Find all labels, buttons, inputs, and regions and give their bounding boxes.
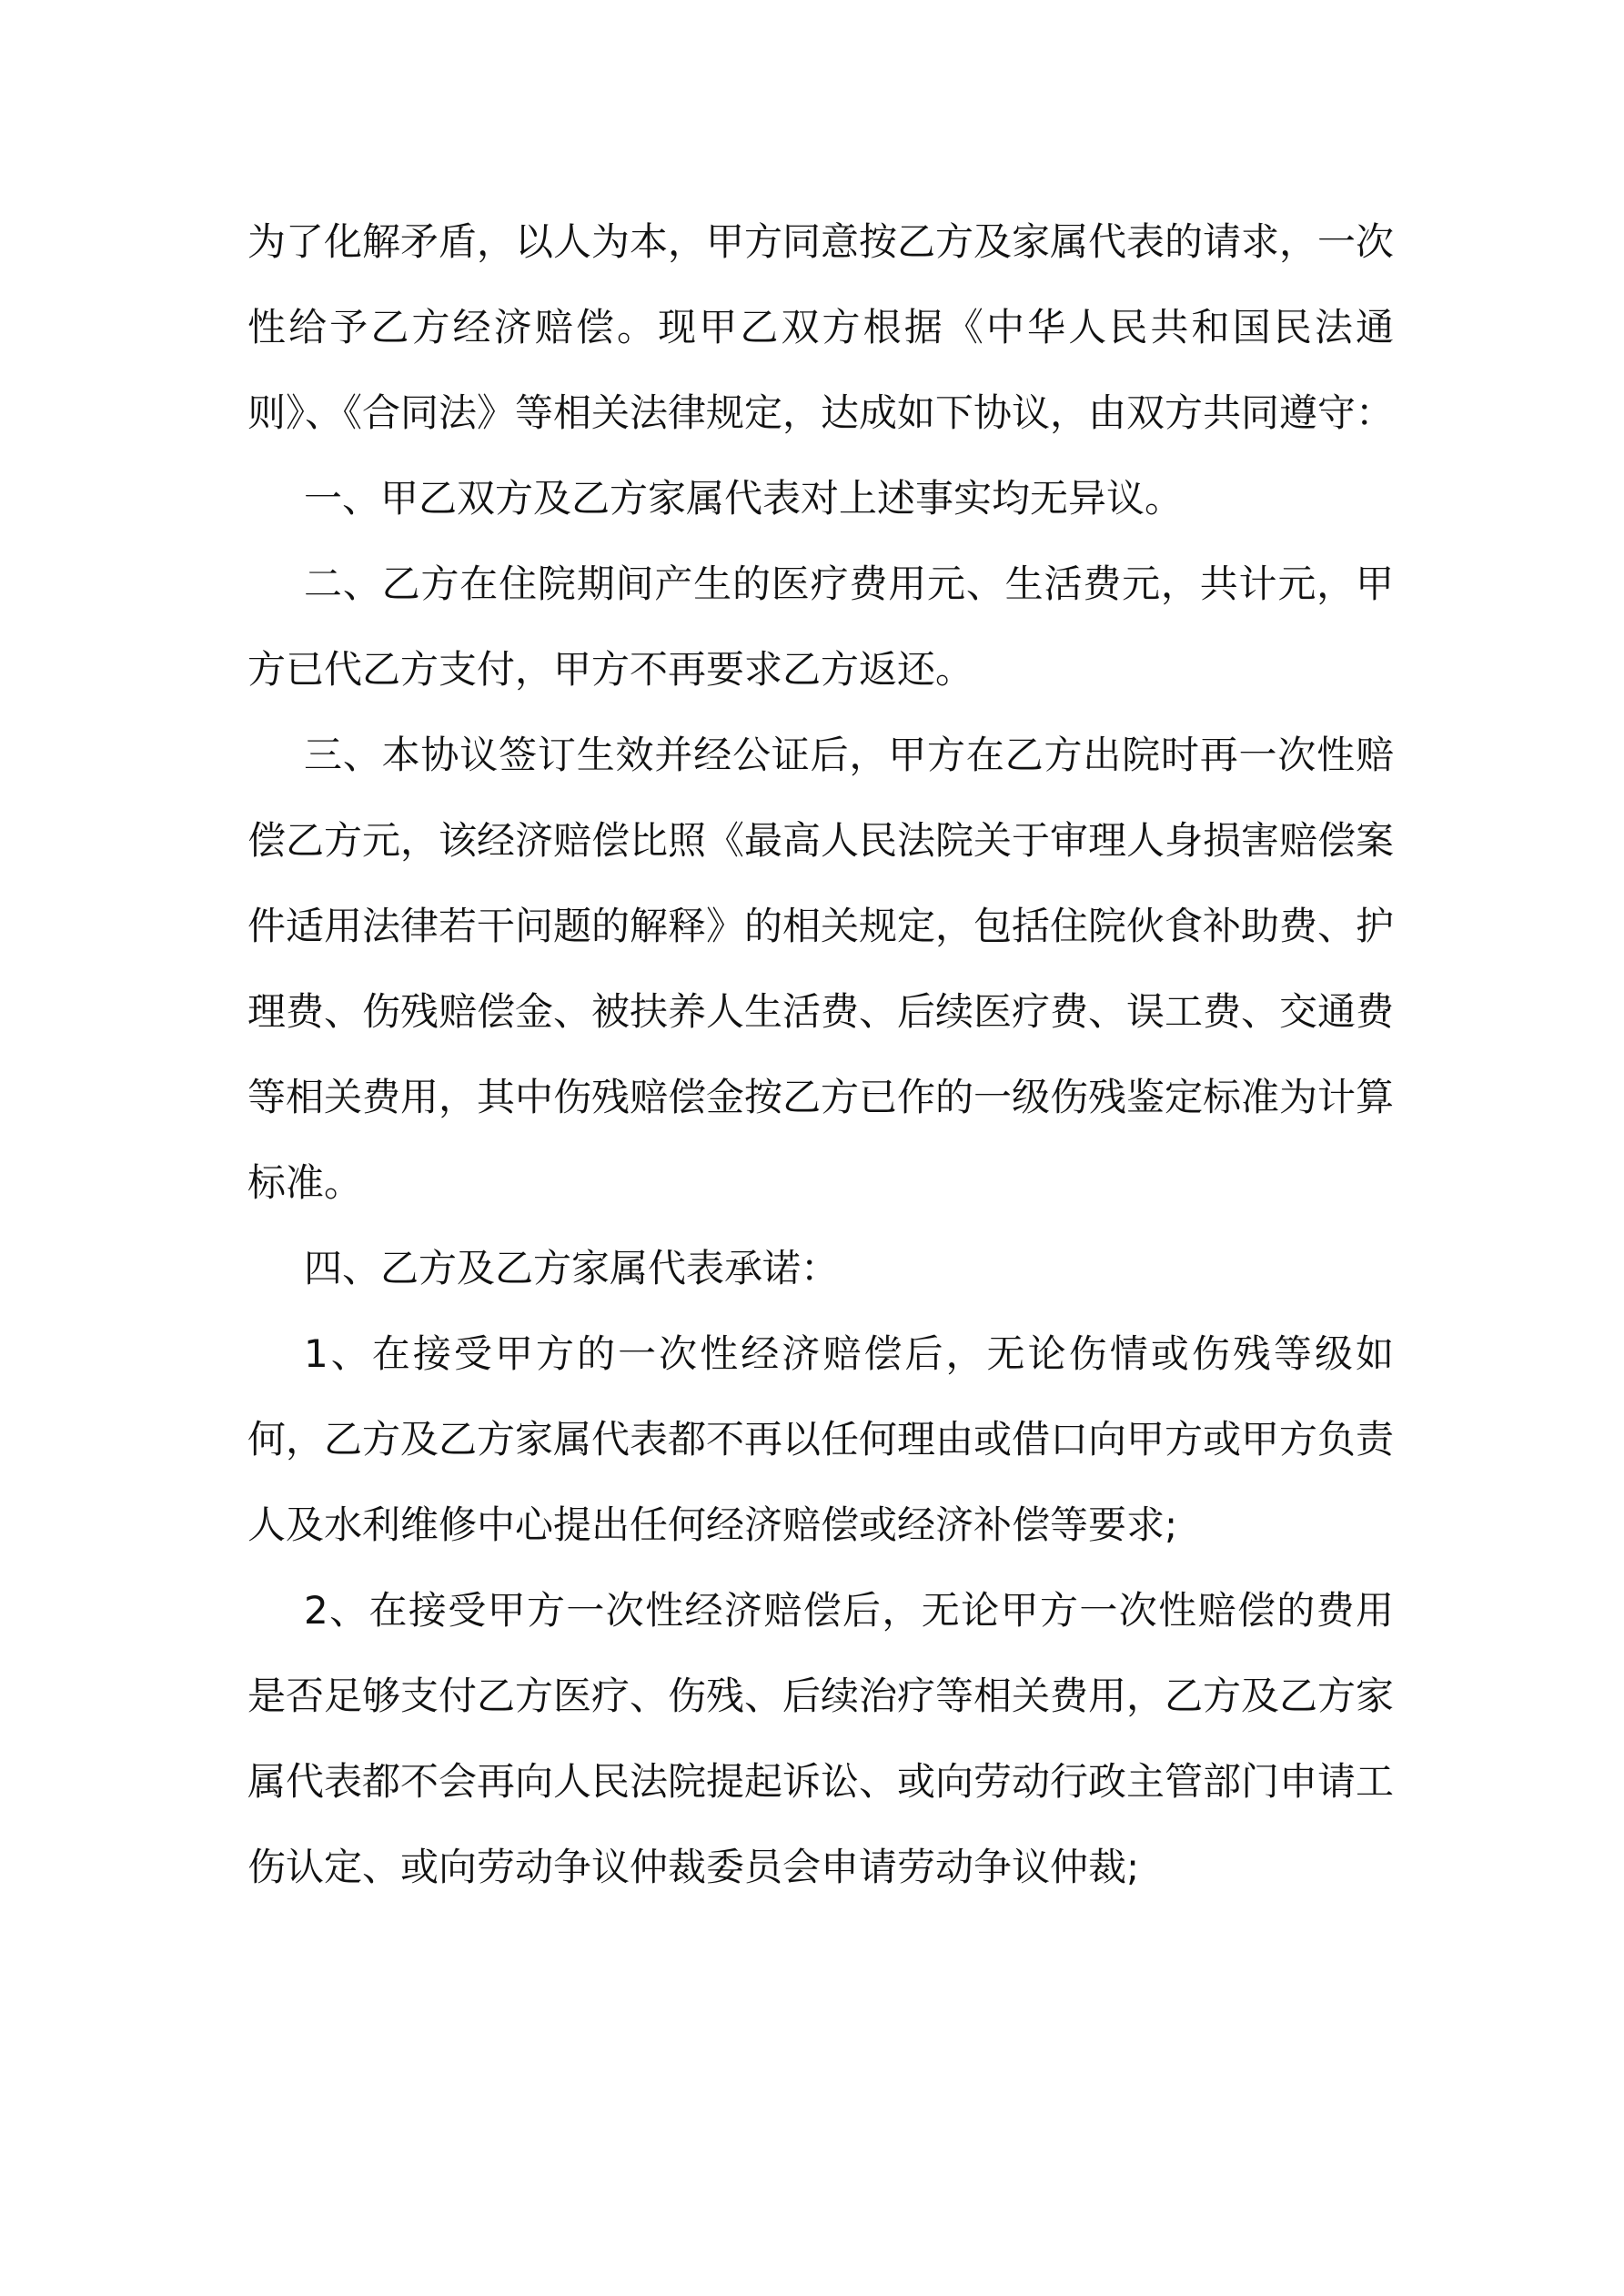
paragraph-commitment-2: 2、在接受甲方一次性经济赔偿后，无论甲方一次性赔偿的费用是否足够支付乙方医疗、伤残、后续治疗等相关费用，乙方及乙方家属代表都不会再向人民法院提起诉讼、或向劳动行政主管部门申请工伤认定、或向劳动争议仲裁委员会申请劳动争议仲裁;	[247, 1588, 1395, 1889]
paragraph-clause-2: 二、乙方在住院期间产生的医疗费用元、生活费元，共计元，甲方已代乙方支付，甲方不再要求乙方返还。	[247, 561, 1394, 692]
document-body	[247, 199, 1394, 1910]
paragraph-clause-3: 三、本协议签订生效并经公证后，甲方在乙方出院时再一次性赔偿乙方元，该经济赔偿比照《最高人民法院关于审理人身损害赔偿案件适用法律若干问题的解释》的相关规定，包括住院伙食补助费、护理费、伤残赔偿金、被扶养人生活费、后续医疗费、误工费、交通费等相关费用，其中伤残赔偿金按乙方已作的一级伤残鉴定标准为计算标准。	[247, 733, 1395, 1205]
paragraph-preamble: 为了化解矛盾，以人为本，甲方同意按乙方及家属代表的请求，一次性给予乙方经济赔偿。现甲乙双方根据《中华人民共和国民法通则》、《合同法》等相关法律规定，达成如下协议，由双方共同遵守：	[247, 219, 1395, 435]
paragraph-commitment-1: 1、在接受甲方的一次性经济赔偿后，无论伤情或伤残等级如何，乙方及乙方家属代表都不再以任何理由或借口向甲方或甲方负责人及水利维修中心提出任何经济赔偿或经济补偿等要求;	[247, 1331, 1395, 1547]
paragraph-clause-1: 一、甲乙双方及乙方家属代表对上述事实均无异议。	[304, 476, 1184, 521]
paragraph-clause-4: 四、乙方及乙方家属代表承诺：	[304, 1246, 840, 1290]
